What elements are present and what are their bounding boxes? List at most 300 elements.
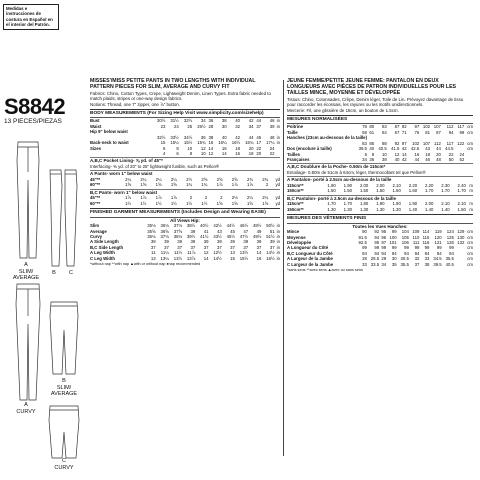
- cell-value: 36⅛: [147, 234, 156, 240]
- row-label: Françaises: [287, 156, 310, 162]
- cell-value: 41½: [200, 234, 209, 240]
- cell-value: 1.90: [408, 201, 418, 207]
- cell-value: 1.50: [376, 188, 385, 194]
- row-sizes2: [90, 151, 280, 156]
- cell-value: 99: [391, 245, 397, 251]
- cell-value: 30: [221, 123, 227, 129]
- cell-value: in: [276, 140, 280, 146]
- row-bc150: [287, 207, 473, 212]
- cell-value: 8: [176, 145, 179, 151]
- cell-value: in: [276, 244, 280, 250]
- row-label: A Longueur du Côté: [287, 245, 329, 251]
- cell-value: 22: [269, 150, 275, 156]
- cell-value: in: [276, 255, 280, 261]
- cell-value: 1⅞: [140, 195, 147, 201]
- row-label: C Leg Width: [90, 255, 116, 261]
- cell-value: 40: [221, 134, 227, 140]
- row-label: 115cm**: [287, 182, 304, 188]
- cell-value: 1.70: [441, 188, 450, 194]
- row-a60: [90, 182, 280, 187]
- cell-value: 10: [200, 150, 206, 156]
- cell-value: 112: [446, 124, 454, 130]
- all-views-hip: All Views Hip:: [170, 217, 200, 223]
- cell-value: 96: [381, 234, 387, 240]
- cell-value: 1.70: [425, 188, 434, 194]
- cell-value: 34: [248, 123, 254, 129]
- cell-value: 1⅞: [125, 195, 132, 201]
- cell-value: 40.5: [378, 146, 387, 152]
- cell-value: 30: [391, 256, 397, 262]
- a-pants-yardage: [90, 177, 280, 188]
- pattern-code: S8842: [4, 94, 66, 119]
- cell-value: 95: [381, 229, 387, 235]
- row-label: Dos (encolure à taille): [287, 146, 332, 152]
- cell-value: 15: [230, 255, 235, 261]
- cell-value: 28: [208, 123, 214, 129]
- cell-value: 106: [401, 240, 409, 246]
- cell-value: 1⅝: [170, 182, 177, 188]
- finished-measurements-fr-table: [287, 229, 473, 267]
- cell-value: 14: [221, 150, 227, 156]
- vetements-finis-header: MESURES DES VÊTEMENTS FINIS: [287, 214, 473, 224]
- cell-value: 20: [248, 145, 254, 151]
- cell-value: 42: [235, 134, 241, 140]
- cell-value: 67: [394, 129, 400, 135]
- cell-value: 1.50: [457, 206, 466, 212]
- a-pantalon-label: A Pantalon- porté à 2.5cm au-dessous de la taille: [287, 176, 473, 183]
- cell-value: 2⅝: [216, 176, 223, 182]
- row-c-leg: [90, 256, 280, 261]
- row-label: Mince: [287, 229, 300, 235]
- doublure-text: A,B,C Doublure de la Poche- 0.50m de 115cm*: [287, 163, 473, 170]
- cell-value: 120: [434, 234, 442, 240]
- cell-value: 2¼: [125, 176, 132, 182]
- cell-value: 39: [230, 239, 235, 245]
- cell-value: 10: [382, 151, 387, 157]
- row-label: 45"**: [90, 195, 101, 201]
- cell-value: 102: [412, 140, 420, 146]
- cell-value: 40: [394, 156, 400, 162]
- cell-value: 32: [235, 123, 241, 129]
- cell-value: 1⅝: [262, 200, 269, 206]
- cell-value: 36: [208, 118, 214, 124]
- cell-value: 20: [436, 151, 441, 157]
- cell-value: 37⅛: [160, 234, 169, 240]
- cell-value: 41: [203, 228, 209, 234]
- row-francaises: [287, 157, 473, 162]
- cell-value: 110: [412, 234, 420, 240]
- cell-value: 11¼: [160, 250, 169, 256]
- cell-value: 94: [374, 250, 380, 256]
- pants-bc-back-icon: [48, 300, 80, 376]
- cell-value: 1.90: [327, 182, 336, 188]
- cell-value: 85: [369, 140, 375, 146]
- pants-a-slim-front-icon: [14, 140, 42, 260]
- cell-value: m: [469, 182, 473, 188]
- row-label: [90, 151, 152, 156]
- cell-value: 31½: [170, 118, 179, 124]
- cell-value: 41.5: [391, 146, 400, 152]
- cell-value: 18: [425, 151, 431, 157]
- cell-value: 129: [457, 229, 465, 235]
- row-label: 150cm**: [287, 188, 304, 194]
- cell-value: 46: [269, 118, 275, 124]
- cell-value: 1⅝: [247, 200, 254, 206]
- row-label: Hip 9" below waist: [90, 129, 128, 135]
- cell-value: 94: [362, 250, 367, 256]
- cell-value: 121: [434, 240, 442, 246]
- cell-value: cm: [467, 146, 473, 152]
- cell-value: 1⅞: [247, 182, 254, 188]
- cell-value: 2.10: [392, 182, 401, 188]
- cell-value: 6: [364, 151, 367, 157]
- cell-value: 14½: [213, 255, 222, 261]
- cell-value: 38: [382, 156, 387, 162]
- cell-value: 15½: [239, 255, 249, 261]
- row-label: Waist: [90, 123, 102, 129]
- cell-value: 13⅞: [186, 255, 196, 261]
- cell-value: 116: [422, 240, 430, 246]
- pants-a-curvy-front-icon: [14, 282, 42, 402]
- cell-value: 16: [221, 145, 227, 151]
- cell-value: 95: [374, 240, 380, 246]
- cell-value: 97: [401, 140, 407, 146]
- cell-value: 2: [204, 195, 208, 201]
- row-dos: [287, 146, 473, 151]
- label-slim: SLIM/: [18, 268, 34, 275]
- cell-value: 94: [424, 250, 430, 256]
- mercerie-text: Mercerie: Fil, une glissière de 18cm, un bouton de 1.5cm.: [287, 107, 399, 113]
- cell-value: 99: [449, 245, 454, 251]
- cell-value: m: [469, 188, 473, 194]
- cell-value: 1⅞: [170, 195, 177, 201]
- row-label: A Side Length: [90, 239, 119, 245]
- cell-value: 40.5: [445, 261, 454, 267]
- cell-value: 97: [381, 240, 387, 246]
- cell-value: in: [276, 234, 280, 240]
- label-c2-curvy: CURVY: [54, 464, 74, 471]
- cell-value: 43½: [213, 234, 222, 240]
- cell-value: 2.00: [425, 201, 434, 207]
- cell-value: 52: [459, 156, 465, 162]
- cell-value: 8: [371, 151, 375, 157]
- english-column: [90, 78, 280, 268]
- cell-value: 39: [243, 239, 249, 245]
- cell-value: 37: [414, 261, 420, 267]
- cell-value: 28.5: [370, 256, 380, 262]
- cell-value: 44.5: [445, 146, 454, 152]
- cell-value: 2¼: [170, 176, 177, 182]
- cell-value: 22: [256, 145, 262, 151]
- bc-pantalon-metrage: [287, 201, 473, 212]
- cell-value: 37: [243, 244, 249, 250]
- cell-value: 38: [424, 261, 430, 267]
- cell-value: 17¼: [266, 140, 275, 146]
- cell-value: in: [276, 134, 280, 140]
- cell-value: m: [469, 206, 473, 212]
- cell-value: 39: [256, 239, 262, 245]
- cell-value: 99: [391, 229, 397, 235]
- pieces-count: 13 PIECES/PIEZAS: [4, 118, 62, 125]
- cell-value: 16¾: [245, 140, 254, 146]
- row-label: Sizes: [90, 145, 101, 151]
- cell-value: 46½: [239, 223, 249, 229]
- cell-value: 2: [265, 182, 269, 188]
- cell-value: 24: [174, 123, 179, 129]
- a-pants-label: A Pants- worn 1" below waist: [90, 170, 280, 177]
- row-label: 60"**: [90, 182, 101, 188]
- row-label: Taille: [287, 129, 298, 135]
- cell-value: 2.20: [408, 182, 418, 188]
- cell-value: 2: [189, 195, 193, 201]
- cell-value: 1.60: [392, 188, 401, 194]
- cell-value: 124: [446, 229, 454, 235]
- cell-value: 39: [269, 123, 275, 129]
- row-label: Développée: [287, 240, 312, 246]
- cell-value: 32: [414, 256, 420, 262]
- cell-value: 2.10: [441, 201, 450, 207]
- cell-value: 44: [414, 156, 420, 162]
- cell-value: 16: [235, 150, 241, 156]
- a-pantalon-metrage: [287, 183, 473, 194]
- cell-value: 2⅝: [231, 176, 238, 182]
- cell-value: cm: [467, 229, 473, 235]
- row-label: Moyenne: [287, 234, 306, 240]
- cell-value: 39: [203, 239, 209, 245]
- cell-value: 13: [230, 250, 235, 256]
- cell-value: 99: [414, 245, 420, 251]
- cell-value: 26½: [197, 123, 206, 129]
- label-c: C: [69, 270, 73, 276]
- cell-value: 80: [369, 124, 375, 130]
- cell-value: 35.5: [445, 256, 454, 262]
- cell-value: 15¾: [197, 140, 206, 146]
- entoilage-text: Entoilage- 0.80m de 51cm à 64cm, léger, thermocollant tel que Pellon®: [287, 169, 426, 175]
- bc-pantalon-label: B,C Pantalon- porté à 2.5cm au-dessous de la taille: [287, 195, 473, 202]
- cell-value: 109: [412, 229, 420, 235]
- cell-value: 1.30: [359, 206, 369, 212]
- label-c2: C: [62, 458, 66, 464]
- cell-value: 50½: [266, 223, 275, 229]
- cell-value: 39.5: [433, 261, 442, 267]
- cell-value: cm: [467, 124, 473, 130]
- cell-value: 17: [256, 140, 262, 146]
- label-average: AVERAGE: [12, 275, 40, 281]
- cell-value: 51½: [266, 234, 275, 240]
- cell-value: 1.30: [327, 206, 336, 212]
- label-a: A: [24, 262, 28, 268]
- cell-value: 38½: [186, 223, 196, 229]
- label-curvy: CURVY: [16, 408, 36, 415]
- tissus-text: Tissus: Chino, Cotonnades, Crêpe, Denim léger, Toile de Lin. Prévoyez davantage de tissu pour raccorder les écossais, les rayures ou les motifs unidirectionnels.: [287, 97, 464, 108]
- cell-value: 16¼: [218, 140, 227, 146]
- cell-value: 2.40: [457, 182, 466, 188]
- cell-value: 2¼: [140, 176, 147, 182]
- cell-value: 33.5: [370, 261, 380, 267]
- cell-value: 1.90: [392, 201, 401, 207]
- cell-value: 22: [448, 151, 454, 157]
- cell-value: 4: [162, 150, 166, 156]
- cell-value: 97: [414, 124, 420, 130]
- cell-value: 36⅛: [160, 223, 169, 229]
- cell-value: 16: [208, 140, 214, 146]
- cell-value: 37: [150, 244, 156, 250]
- cell-value: 76: [414, 129, 420, 135]
- cell-value: 1.30: [376, 206, 385, 212]
- cell-value: 1.50: [343, 188, 353, 194]
- cell-value: 28: [362, 256, 367, 262]
- cell-value: 44½: [226, 223, 235, 229]
- bc-pants-label: B,C Pants- worn 1" below waist: [90, 189, 280, 196]
- row-label: 115cm**: [287, 201, 304, 207]
- cell-value: 39.5: [358, 146, 367, 152]
- cell-value: 46: [256, 134, 262, 140]
- cell-value: 34½: [183, 134, 193, 140]
- cell-value: 78: [362, 124, 367, 130]
- cell-value: 92: [394, 140, 400, 146]
- cell-value: 12: [200, 145, 206, 151]
- cell-value: 37: [203, 244, 209, 250]
- cell-value: 39: [164, 239, 169, 245]
- cell-value: 39: [269, 239, 275, 245]
- cell-value: 1.50: [359, 188, 369, 194]
- cell-value: 14: [256, 250, 262, 256]
- cell-value: 18: [235, 145, 241, 151]
- cell-value: 1.50: [327, 188, 336, 194]
- cell-value: 94: [449, 250, 454, 256]
- cell-value: 2.30: [441, 182, 450, 188]
- cell-value: cm: [467, 261, 473, 267]
- notions-text: Notions: Thread, one 7" zipper, one ⅞" button.: [90, 101, 180, 107]
- row-label: Back-neck to waist: [90, 140, 129, 146]
- cell-value: yd: [275, 200, 280, 206]
- cell-value: 13½: [173, 255, 183, 261]
- cell-value: cm: [467, 245, 473, 251]
- cell-value: 87: [436, 129, 441, 135]
- cell-value: 2.00: [359, 182, 369, 188]
- label-bc-average: AVERAGE: [50, 391, 78, 397]
- cell-value: in: [276, 250, 280, 256]
- cell-value: in: [276, 239, 280, 245]
- cell-value: 111: [412, 240, 420, 246]
- cell-value: 11½: [174, 250, 183, 256]
- bc-pants-yardage: [90, 195, 280, 206]
- cell-value: 2.10: [457, 201, 466, 207]
- cell-value: 32½: [183, 118, 193, 124]
- cell-value: 44: [256, 118, 262, 124]
- cell-value: 1½: [186, 200, 193, 206]
- cell-value: cm: [467, 250, 473, 256]
- cell-value: cm: [467, 256, 473, 262]
- cell-value: 91.5: [358, 234, 367, 240]
- row-label: Average: [90, 228, 107, 234]
- cell-value: 2⅛: [231, 195, 238, 201]
- cell-value: 33: [362, 261, 367, 267]
- cell-value: 38: [208, 134, 214, 140]
- cell-value: 36⅝: [160, 228, 169, 234]
- row-label: A Leg Width: [90, 250, 115, 256]
- cell-value: 1½: [170, 200, 177, 206]
- cell-value: 2.00: [376, 182, 385, 188]
- cell-value: 1.80: [359, 201, 369, 207]
- cell-value: 2¼: [262, 195, 269, 201]
- cell-value: 83: [382, 124, 387, 130]
- cell-value: 42: [401, 156, 407, 162]
- cell-value: 102: [422, 124, 431, 130]
- cell-value: 29: [381, 256, 387, 262]
- row-label: 60"**: [90, 200, 101, 206]
- cell-value: 81: [425, 129, 431, 135]
- row-back-waist: [90, 140, 280, 145]
- cell-value: 1⅝: [231, 200, 238, 206]
- cell-value: 37⅝: [173, 228, 183, 234]
- cell-value: 1½: [201, 200, 208, 206]
- cell-value: 122: [457, 140, 465, 146]
- cell-value: 132: [457, 240, 465, 246]
- cell-value: 11⅞: [187, 250, 196, 256]
- cell-value: 1⅞: [231, 182, 238, 188]
- english-footnote: *without nap **with nap ▲with or without nap ♦nap recommended: [90, 262, 201, 267]
- english-title: MISSES'/MISS PETITE PANTS IN TWO LENGTHS WITH INDIVIDUAL PATTERN PIECES FOR SLIM, AVERAGE AND CURVY FIT: [90, 78, 256, 90]
- body-measurements-table: [90, 118, 280, 156]
- cell-value: 92: [401, 124, 407, 130]
- cell-value: 99: [424, 245, 430, 251]
- cell-value: 43: [425, 146, 431, 152]
- cell-value: 2¾: [262, 176, 269, 182]
- cell-value: 1½: [140, 200, 147, 206]
- cell-value: 13¼: [160, 255, 169, 261]
- cell-value: 25: [187, 123, 193, 129]
- cell-value: 6: [162, 145, 166, 151]
- spanish-instructions-note: Medidas e instrucciones de costura en Español en el interior del Patrón.: [3, 4, 59, 30]
- row-c-jambe: [287, 262, 473, 267]
- cell-value: 2¾: [247, 176, 254, 182]
- cell-value: 45½: [226, 234, 235, 240]
- cell-value: 37: [216, 244, 222, 250]
- cell-value: 1.70: [457, 188, 466, 194]
- cell-value: 126: [446, 240, 454, 246]
- cell-value: 99: [362, 245, 367, 251]
- cell-value: 33½: [170, 134, 179, 140]
- cell-value: 1.70: [327, 201, 336, 207]
- cell-value: 49½: [253, 234, 262, 240]
- cell-value: 117: [457, 124, 465, 130]
- cell-value: 2¼: [155, 176, 162, 182]
- cell-value: 47½: [239, 234, 249, 240]
- cell-value: 125: [446, 234, 454, 240]
- cell-value: 105: [401, 234, 409, 240]
- cell-value: 99: [381, 245, 387, 251]
- cell-value: 51: [269, 228, 275, 234]
- cell-value: 2.20: [425, 182, 434, 188]
- cell-value: 49: [256, 228, 262, 234]
- pants-bc-front-icon: [46, 168, 80, 268]
- row-label: 45"**: [90, 176, 101, 182]
- cell-value: 1½: [155, 200, 162, 206]
- cell-value: 42: [401, 146, 407, 152]
- cell-value: 1.60: [408, 188, 418, 194]
- cell-value: 1⅝: [125, 182, 132, 188]
- cell-value: 88: [382, 140, 387, 146]
- row-a150: [287, 188, 473, 193]
- cell-value: 44: [248, 134, 254, 140]
- cell-value: 115: [422, 234, 430, 240]
- cell-value: 99: [436, 245, 442, 251]
- cell-value: 61: [369, 129, 375, 135]
- cell-value: 1½: [125, 200, 132, 206]
- cell-value: 42.5: [410, 146, 420, 152]
- cell-value: 1⅝: [140, 182, 147, 188]
